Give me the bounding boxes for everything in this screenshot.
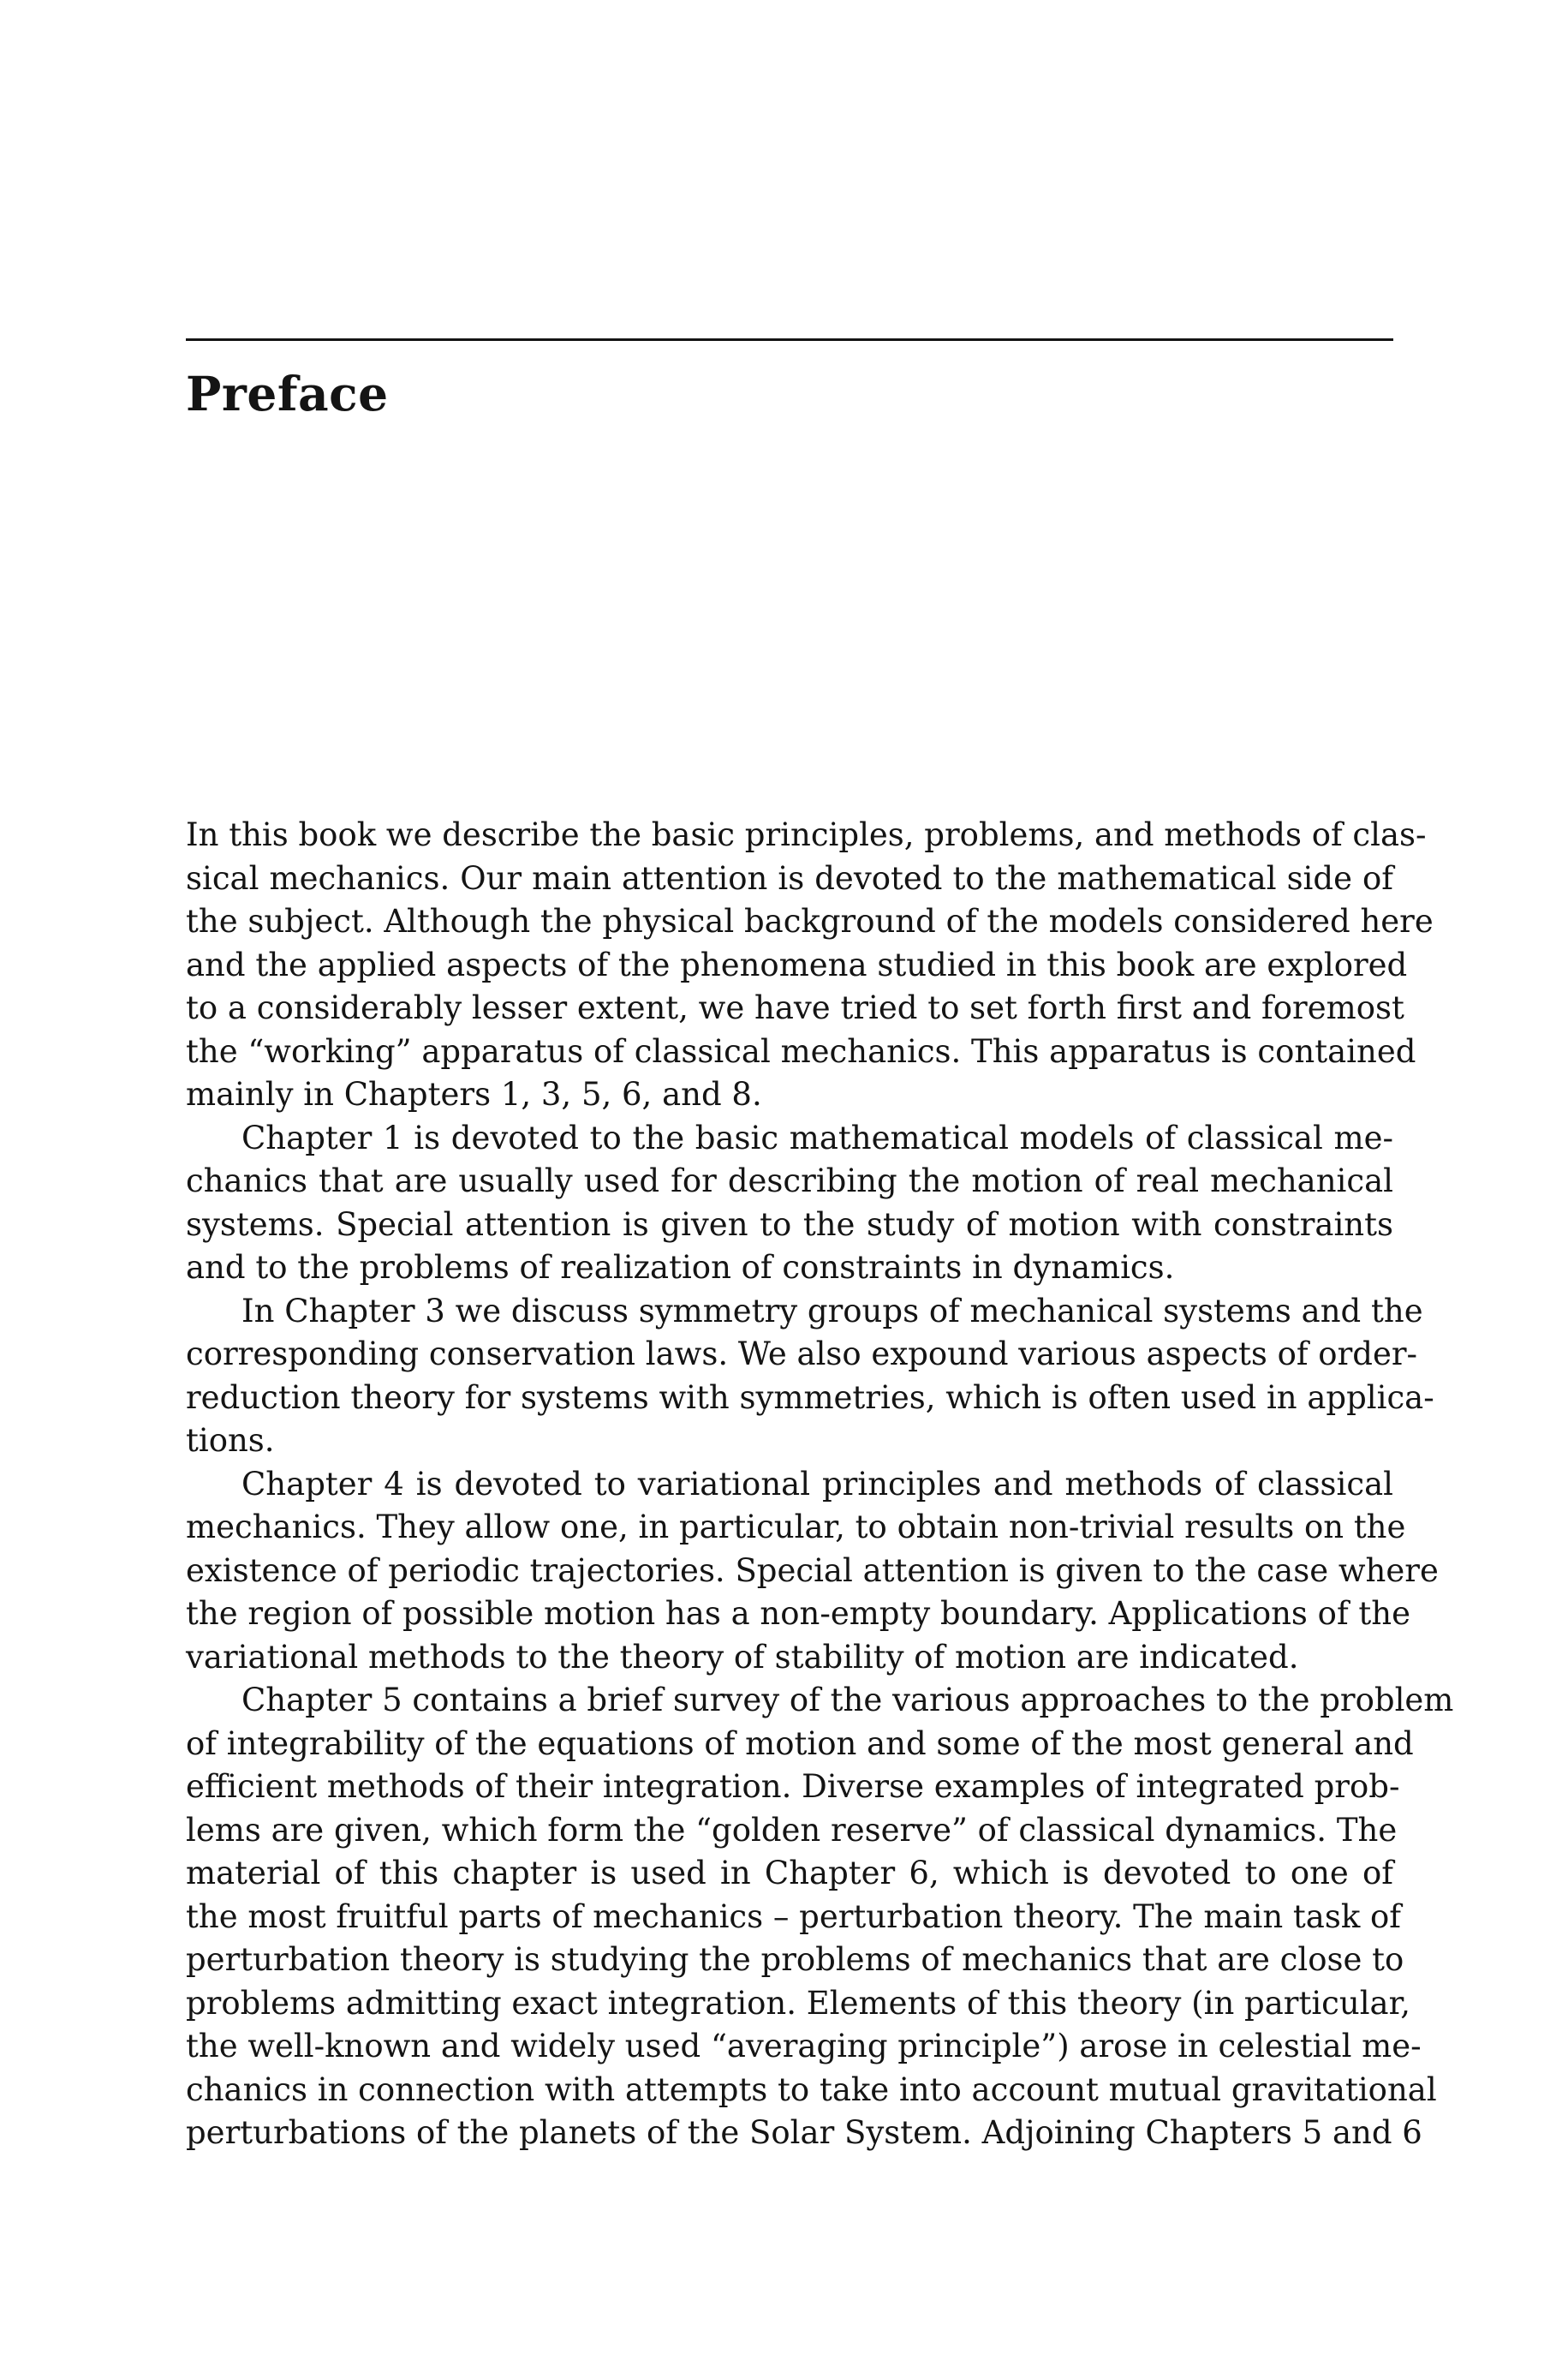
text-line: the most fruitful parts of mechanics – perturbation theory. The main task of [186,1897,1401,1935]
text-line: mainly in Chapters 1, 3, 5, 6, and 8. [186,1076,762,1113]
text-line: to a considerably lesser extent, we have tried to set forth first and foremost [186,989,1404,1026]
text-line: efficient methods of their integration. Diverse examples of integrated prob- [186,1768,1400,1805]
paragraph [186,1290,1434,1463]
text-line: and the applied aspects of the phenomena studied in this book are explored [186,946,1408,983]
text-line: and to the problems of realization of constraints in dynamics. [186,1249,1175,1286]
text-line: tions. [186,1422,275,1459]
text-line: material of this chapter is used in Chapter 6, which is devoted to one of [186,1855,1393,1891]
text-line: Chapter 1 is devoted to the basic mathematical models of classical me- [241,1119,1393,1156]
text-line: perturbations of the planets of the Solar System. Adjoining Chapters 5 and 6 [186,2114,1422,2151]
paragraph [186,1679,1454,2155]
text-line: existence of periodic trajectories. Special attention is given to the case where [186,1551,1439,1589]
text-line: corresponding conservation laws. We also expound various aspects of order- [186,1335,1418,1372]
text-line: lems are given, which form the “golden reserve” of classical dynamics. The [186,1811,1398,1849]
text-line: In Chapter 3 we discuss symmetry groups of mechanical systems and the [241,1292,1423,1329]
text-line: chanics that are usually used for describing the motion of real mechanical [186,1162,1393,1199]
text-line: Chapter 4 is devoted to variational principles and methods of classical [241,1465,1393,1503]
text-line: mechanics. They allow one, in particular, to obtain non-trivial results on the [186,1509,1406,1545]
chapter-rule [186,338,1393,341]
text-line: systems. Special attention is given to the study of motion with constraints [186,1205,1393,1243]
paragraph [186,1117,1393,1290]
text-line: In this book we describe the basic principles, problems, and methods of clas- [186,816,1427,853]
text-line: Chapter 5 contains a brief survey of the various approaches to the problem [241,1682,1454,1718]
text-line: of integrability of the equations of motion and some of the most general and [186,1724,1414,1762]
paragraph [186,1463,1439,1680]
text-line: sical mechanics. Our main attention is devoted to the mathematical side of [186,859,1393,897]
paragraph [186,814,1434,1117]
text-line: reduction theory for systems with symmetries, which is often used in applica- [186,1378,1434,1416]
text-line: variational methods to the theory of stability of motion are indicated. [186,1638,1299,1676]
text-line: chanics in connection with attempts to take into account mutual gravitational [186,2070,1437,2108]
preface-body [186,814,1454,2155]
text-line: problems admitting exact integration. Elements of this theory (in particular, [186,1984,1410,2022]
text-line: the “working” apparatus of classical mechanics. This apparatus is contained [186,1032,1416,1070]
page-title: Preface [186,366,389,421]
text-line: perturbation theory is studying the problems of mechanics that are close to [186,1941,1404,1978]
text-line: the well-known and widely used “averaging principle”) arose in celestial me- [186,2028,1422,2064]
text-line: the region of possible motion has a non-empty boundary. Applications of the [186,1595,1411,1632]
text-line: the subject. Although the physical background of the models considered here [186,903,1434,940]
